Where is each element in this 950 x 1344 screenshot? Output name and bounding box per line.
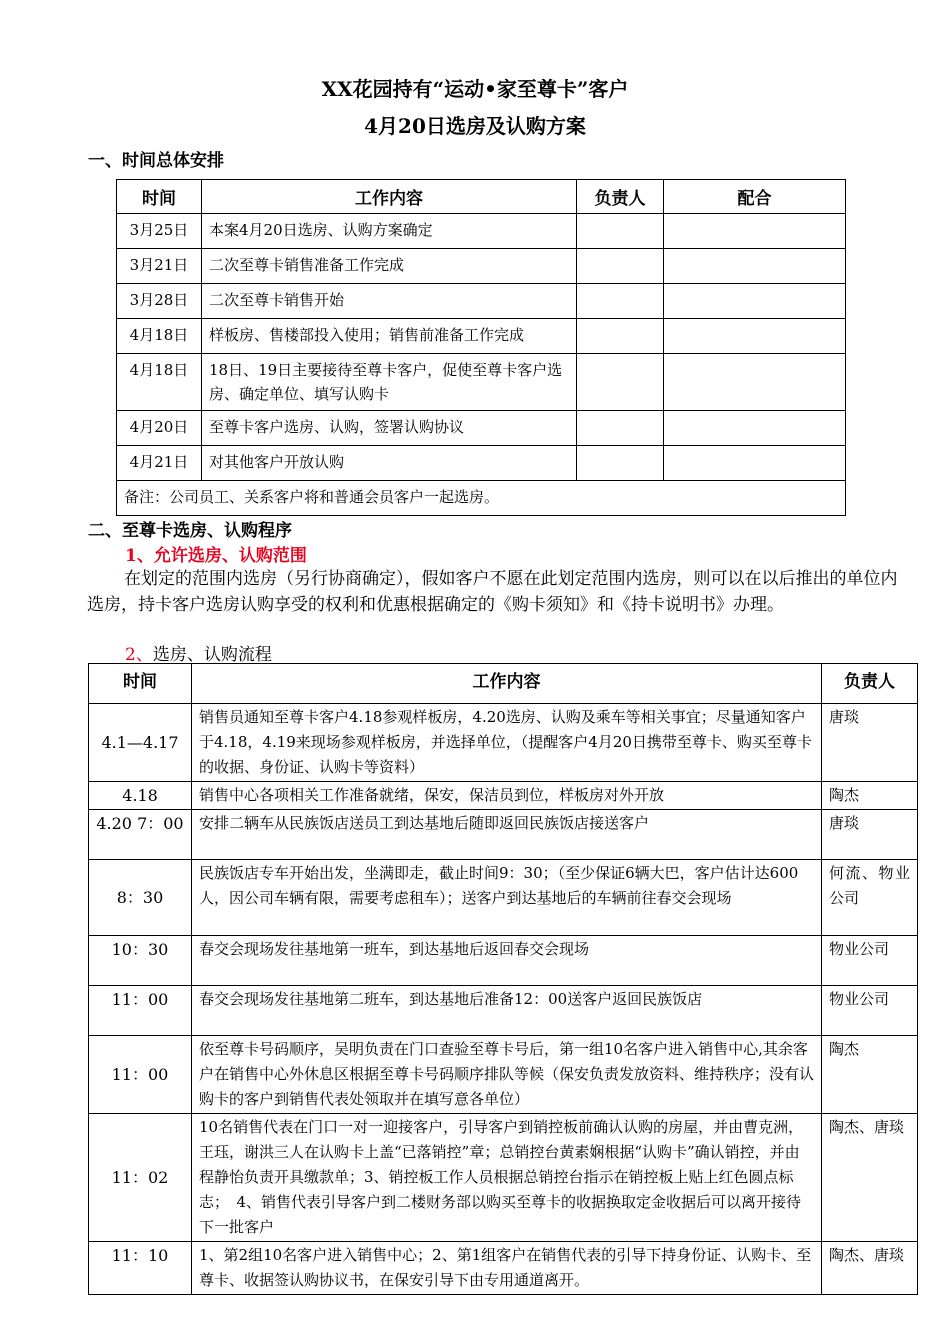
process-owner: 唐琰: [822, 810, 918, 860]
process-owner: 物业公司: [822, 936, 918, 986]
process-time: 4.1—4.17: [89, 704, 192, 782]
process-row: [89, 936, 918, 986]
schedule-header-time: 时间: [117, 180, 202, 214]
process-time: 11：10: [89, 1242, 192, 1295]
section1-heading: 一、时间总体安排: [88, 151, 224, 171]
process-owner: 陶杰: [822, 782, 918, 810]
schedule-date: 4月18日: [117, 319, 202, 354]
subsection1-heading: 1、允许选房、认购范围: [125, 546, 307, 566]
schedule-owner: [577, 284, 664, 319]
schedule-date: 4月21日: [117, 446, 202, 481]
schedule-assist: [664, 214, 846, 249]
process-content: 销售员通知至尊卡客户4.18参观样板房，4.20选房、认购及乘车等相关事宜；尽量通知客户于4.18，4.19来现场参观样板房，并选择单位，（提醒客户4月20日携带至尊卡、购买至尊卡的收据、身份证、认购卡等资料）: [192, 704, 822, 782]
process-row: [89, 1242, 918, 1295]
schedule-row: [117, 354, 846, 411]
schedule-row: [117, 319, 846, 354]
schedule-owner: [577, 446, 664, 481]
process-owner: 陶杰: [822, 1036, 918, 1114]
process-content: 销售中心各项相关工作准备就绪，保安，保洁员到位，样板房对外开放: [192, 782, 822, 810]
schedule-content: 18日、19日主要接待至尊卡客户，促使至尊卡客户选房、确定单位、填写认购卡: [202, 354, 577, 411]
process-row: [89, 986, 918, 1036]
schedule-note: 备注：公司员工、关系客户将和普通会员客户一起选房。: [117, 481, 846, 516]
subsection2-text: 选房、认购流程: [152, 645, 272, 665]
schedule-header-content: 工作内容: [202, 180, 577, 214]
schedule-assist: [664, 284, 846, 319]
process-content: 10名销售代表在门口一对一迎接客户，引导客户到销控板前确认认购的房屋，并由曹克洲，王珏，谢洪三人在认购卡上盖“已落销控”章；总销控台黄素娴根据“认购卡”确认销控，并由程静怡负责开具缴款单；3、销控板工作人员根据总销控台指示在销控板上贴上红色圆点标志； 4、销售代表引导客户到二楼财务部以购买至尊卡的收据换取定金收据后可以离开接待下一批客户: [192, 1114, 822, 1242]
schedule-content: 对其他客户开放认购: [202, 446, 577, 481]
schedule-date: 4月18日: [117, 354, 202, 411]
schedule-owner: [577, 214, 664, 249]
selection-scope-paragraph: 在划定的范围内选房（另行协商确定），假如客户不愿在此划定范围内选房，则可以在以后推出的单位内选房，持卡客户选房认购享受的权利和优惠根据确定的《购卡须知》和《持卡说明书》办理。: [87, 569, 898, 615]
process-time: 4.20 7：00: [89, 810, 192, 860]
process-content: 民族饭店专车开始出发，坐满即走，截止时间9：30；（至少保证6辆大巴，客户估计达600人，因公司车辆有限，需要考虑租车）；送客户到达基地后的车辆前往春交会现场: [192, 860, 822, 936]
process-row: [89, 1114, 918, 1242]
process-time: 8：30: [89, 860, 192, 936]
document-title-line1: XX花园持有“运动•家至尊卡”客户: [321, 77, 629, 101]
schedule-assist: [664, 411, 846, 446]
schedule-header-assist: 配合: [664, 180, 846, 214]
schedule-row: [117, 214, 846, 249]
process-header-row: [89, 664, 918, 704]
subsection2-number: 2、: [125, 645, 153, 665]
process-row: [89, 1036, 918, 1114]
schedule-date: 3月25日: [117, 214, 202, 249]
process-owner: 何流、物业公司: [822, 860, 918, 936]
schedule-assist: [664, 446, 846, 481]
process-time: 4.18: [89, 782, 192, 810]
subsection2-heading: [125, 640, 272, 665]
process-content: 春交会现场发往基地第二班车，到达基地后准备12：00送客户返回民族饭店: [192, 986, 822, 1036]
schedule-row: [117, 249, 846, 284]
process-table: [88, 663, 918, 1295]
process-row: [89, 704, 918, 782]
schedule-header-owner: 负责人: [577, 180, 664, 214]
schedule-table: [116, 179, 846, 516]
process-row: [89, 810, 918, 860]
schedule-content: 二次至尊卡销售开始: [202, 284, 577, 319]
process-content: 春交会现场发往基地第一班车，到达基地后返回春交会现场: [192, 936, 822, 986]
schedule-assist: [664, 319, 846, 354]
schedule-row: [117, 411, 846, 446]
schedule-content: 样板房、售楼部投入使用；销售前准备工作完成: [202, 319, 577, 354]
process-header-owner: 负责人: [822, 664, 918, 704]
schedule-owner: [577, 319, 664, 354]
schedule-note-row: [117, 481, 846, 516]
schedule-content: 二次至尊卡销售准备工作完成: [202, 249, 577, 284]
process-content: 1、第2组10名客户进入销售中心；2、第1组客户在销售代表的引导下持身份证、认购卡、至尊卡、收据签认购协议书，在保安引导下由专用通道离开。: [192, 1242, 822, 1295]
schedule-content: 本案4月20日选房、认购方案确定: [202, 214, 577, 249]
process-time: 10：30: [89, 936, 192, 986]
section2-heading: 二、至尊卡选房、认购程序: [88, 521, 292, 541]
process-content: 安排二辆车从民族饭店送员工到达基地后随即返回民族饭店接送客户: [192, 810, 822, 860]
schedule-assist: [664, 354, 846, 411]
process-header-time: 时间: [89, 664, 192, 704]
process-time: 11：00: [89, 986, 192, 1036]
schedule-owner: [577, 354, 664, 411]
schedule-date: 3月21日: [117, 249, 202, 284]
process-owner: 唐琰: [822, 704, 918, 782]
process-time: 11：00: [89, 1036, 192, 1114]
process-owner: 陶杰、唐琰: [822, 1114, 918, 1242]
schedule-owner: [577, 249, 664, 284]
schedule-content: 至尊卡客户选房、认购，签署认购协议: [202, 411, 577, 446]
process-time: 11：02: [89, 1114, 192, 1242]
schedule-row: [117, 446, 846, 481]
schedule-row: [117, 284, 846, 319]
process-row: [89, 860, 918, 936]
process-owner: 物业公司: [822, 986, 918, 1036]
schedule-owner: [577, 411, 664, 446]
schedule-header-row: [117, 180, 846, 214]
schedule-date: 4月20日: [117, 411, 202, 446]
schedule-assist: [664, 249, 846, 284]
process-row: [89, 782, 918, 810]
schedule-date: 3月28日: [117, 284, 202, 319]
process-owner: 陶杰、唐琰: [822, 1242, 918, 1295]
document-title-line2: 4月20日选房及认购方案: [364, 114, 586, 138]
process-header-content: 工作内容: [192, 664, 822, 704]
process-content: 依至尊卡号码顺序，吴明负责在门口查验至尊卡号后，第一组10名客户进入销售中心,其余客户在销售中心外休息区根据至尊卡号码顺序排队等候（保安负责发放资料、维持秩序；没有认购卡的客户到销售代表处领取并在填写意各单位）: [192, 1036, 822, 1114]
